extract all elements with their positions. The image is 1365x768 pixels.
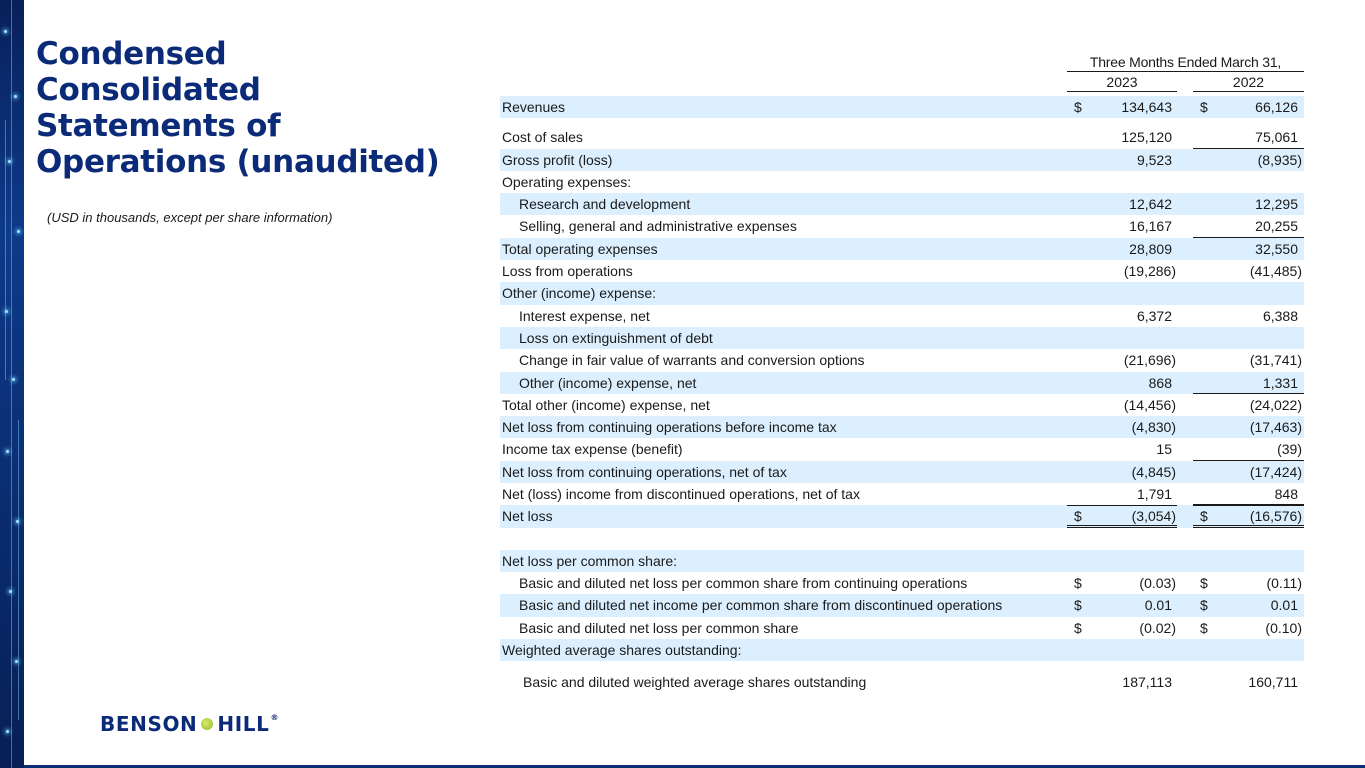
period-header: Three Months Ended March 31, <box>1067 54 1304 72</box>
glow-dot <box>14 95 17 98</box>
currency-symbol-2023: $ <box>1074 99 1082 115</box>
value-2022: 12,295 <box>1255 196 1298 213</box>
table-row <box>500 171 1304 193</box>
value-2022: 20,255 <box>1255 218 1298 235</box>
table-row <box>500 617 1304 639</box>
value-2023: 15 <box>1156 441 1172 458</box>
page-title <box>36 36 440 180</box>
value-2023: (3,054) <box>1131 508 1176 525</box>
glow-dot <box>17 230 20 233</box>
value-2023: (19,286) <box>1123 263 1176 280</box>
sun-icon <box>201 718 213 730</box>
table-row <box>500 572 1304 594</box>
row-spacer <box>500 661 1304 669</box>
value-2022: 75,061 <box>1255 129 1298 146</box>
row-label: Selling, general and administrative expenses <box>519 218 797 235</box>
title-line: Condensed <box>36 36 227 72</box>
value-2022: (8,935) <box>1257 151 1302 168</box>
total-rule-2022 <box>1193 505 1304 527</box>
table-row <box>500 505 1304 527</box>
row-label: Total other (income) expense, net <box>502 396 710 413</box>
table-row <box>500 193 1304 215</box>
row-label: Total operating expenses <box>502 240 658 257</box>
glow-dot <box>6 730 9 733</box>
glow-dot <box>5 310 8 313</box>
total-rule-2023 <box>1067 505 1177 527</box>
period-header-row <box>500 52 1304 72</box>
currency-symbol-2022: $ <box>1200 597 1208 614</box>
value-2023: (4,830) <box>1131 419 1176 436</box>
value-2023: 134,643 <box>1121 99 1172 115</box>
glow-dot <box>8 160 11 163</box>
value-2022: (31,741) <box>1249 352 1302 369</box>
row-label: Cost of sales <box>502 129 583 146</box>
value-2023: 16,167 <box>1129 218 1172 235</box>
value-2023: 0.01 <box>1144 597 1172 614</box>
table-row <box>500 483 1304 505</box>
value-2022: (17,463) <box>1249 419 1302 436</box>
logo-word-right: HILL <box>217 712 270 736</box>
row-label: Other (income) expense, net <box>519 374 697 391</box>
glow-dot <box>6 450 9 453</box>
table-row <box>500 639 1304 661</box>
value-2022: (16,576) <box>1249 508 1302 525</box>
value-2023: (4,845) <box>1131 463 1176 480</box>
currency-symbol-2023: $ <box>1074 619 1082 636</box>
row-label: Income tax expense (benefit) <box>502 441 683 458</box>
year-2023-header: 2023 <box>1067 74 1177 92</box>
value-2023: 9,523 <box>1136 151 1172 168</box>
value-2022: 6,388 <box>1262 307 1298 324</box>
table-row <box>500 238 1304 260</box>
row-label: Basic and diluted net loss per common share <box>519 619 799 636</box>
glow-dot <box>15 660 18 663</box>
benson-hill-logo <box>100 711 279 737</box>
value-2022: (17,424) <box>1249 463 1302 480</box>
currency-symbol-2022: $ <box>1200 508 1208 525</box>
currency-symbol-2023: $ <box>1074 574 1082 591</box>
currency-symbol-2022: $ <box>1200 99 1208 115</box>
value-2022: (41,485) <box>1249 263 1302 280</box>
glow-dot <box>9 590 12 593</box>
row-label: Basic and diluted weighted average shares outstanding <box>523 674 867 691</box>
value-2023: 187,113 <box>1122 674 1172 691</box>
row-label: Basic and diluted net loss per common share from continuing operations <box>519 574 968 591</box>
value-2022: 1,331 <box>1262 374 1298 391</box>
currency-symbol-2023: $ <box>1074 597 1082 614</box>
circuit-line <box>18 420 19 720</box>
row-label: Basic and diluted net income per common share from discontinued operations <box>519 597 1003 614</box>
table-row <box>500 327 1304 349</box>
value-2023: (0.03) <box>1139 574 1176 591</box>
row-spacer <box>500 528 1304 550</box>
row-label: Weighted average shares outstanding: <box>502 641 742 658</box>
units-note: (USD in thousands, except per share information) <box>47 210 333 225</box>
value-2022: (24,022) <box>1249 396 1302 413</box>
value-2023: 6,372 <box>1136 307 1172 324</box>
glow-dot <box>4 30 7 33</box>
logo-word-left: BENSON <box>100 712 198 736</box>
table-row <box>500 96 1304 118</box>
year-header-row <box>500 72 1304 96</box>
table-body <box>500 96 1304 695</box>
row-label: Change in fair value of warrants and conversion options <box>519 352 865 369</box>
row-label: Gross profit (loss) <box>502 151 613 168</box>
decorative-side-strip <box>0 0 24 768</box>
table-row <box>500 126 1304 148</box>
currency-symbol-2022: $ <box>1200 619 1208 636</box>
title-line: Consolidated <box>36 72 261 108</box>
table-row <box>500 550 1304 572</box>
title-line: Statements of <box>36 108 281 144</box>
table-row <box>500 372 1304 394</box>
value-2022: (39) <box>1277 441 1302 458</box>
row-label: Net loss per common share: <box>502 552 678 569</box>
row-label: Loss from operations <box>502 263 633 280</box>
value-2023: (0.02) <box>1139 619 1176 636</box>
table-row <box>500 149 1304 171</box>
table-row <box>500 305 1304 327</box>
row-label: Net loss <box>502 508 553 525</box>
row-label: Operating expenses: <box>502 173 632 190</box>
row-label: Other (income) expense: <box>502 285 657 302</box>
currency-symbol-2023: $ <box>1074 508 1082 525</box>
table-row <box>500 215 1304 237</box>
table-row <box>500 416 1304 438</box>
title-line: Operations (unaudited) <box>36 144 440 180</box>
row-label: Net (loss) income from discontinued operations, net of tax <box>502 486 860 503</box>
value-2023: 12,642 <box>1129 196 1172 213</box>
table-row <box>500 349 1304 371</box>
value-2023: 1,791 <box>1136 486 1172 503</box>
glow-dot <box>12 378 15 381</box>
table-row <box>500 461 1304 483</box>
circuit-line <box>11 0 12 768</box>
row-label: Revenues <box>502 99 566 115</box>
value-2022: 0.01 <box>1270 597 1298 614</box>
row-spacer <box>500 118 1304 126</box>
table-row <box>500 282 1304 304</box>
value-2023: 28,809 <box>1129 240 1172 257</box>
table-row <box>500 394 1304 416</box>
glow-dot <box>16 520 19 523</box>
value-2023: 868 <box>1148 374 1172 391</box>
value-2023: (21,696) <box>1123 352 1176 369</box>
row-label: Loss on extinguishment of debt <box>519 329 713 346</box>
value-2023: 125,120 <box>1121 129 1172 146</box>
income-statement-table <box>500 52 1304 695</box>
circuit-line <box>5 120 6 380</box>
value-2023: (14,456) <box>1123 396 1176 413</box>
registered-mark: ® <box>270 712 280 722</box>
value-2022: 32,550 <box>1255 240 1298 257</box>
row-label: Interest expense, net <box>519 307 650 324</box>
value-2022: 848 <box>1274 486 1298 503</box>
row-label: Net loss from continuing operations before income tax <box>502 419 837 436</box>
currency-symbol-2022: $ <box>1200 574 1208 591</box>
value-2022: (0.10) <box>1265 619 1302 636</box>
table-row <box>500 260 1304 282</box>
row-label: Research and development <box>519 196 691 213</box>
row-label: Net loss from continuing operations, net of tax <box>502 463 787 480</box>
value-2022: (0.11) <box>1266 574 1302 591</box>
table-row <box>500 438 1304 460</box>
table-row <box>500 669 1304 695</box>
value-2022: 160,711 <box>1248 674 1298 691</box>
value-2022: 66,126 <box>1255 99 1298 115</box>
year-2022-header: 2022 <box>1193 74 1304 92</box>
table-row <box>500 594 1304 616</box>
